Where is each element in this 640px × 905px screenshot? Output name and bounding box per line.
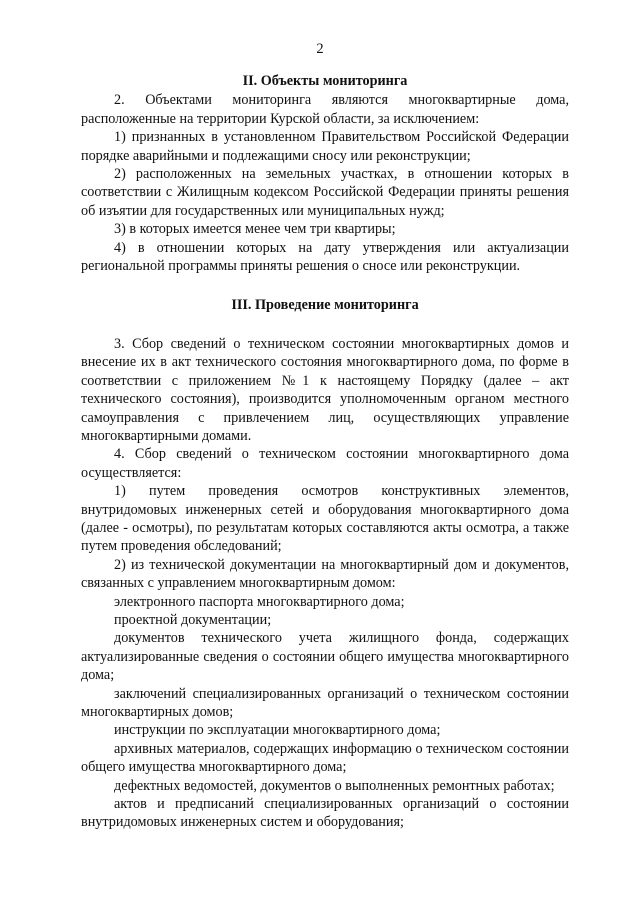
paragraph: 1) путем проведения осмотров конструктивных элементов, внутридомовых инженерных сетей и оборудования многоквартирного дома (далее - осмотры), по результатам которых составляются акты осмотра, а также путем проведения обследований; [81, 483, 569, 555]
paragraph: 2. Объектами мониторинга являются многоквартирные дома, расположенные на территории Курской области, за исключением: [81, 92, 569, 127]
paragraph: 3) в которых имеется менее чем три квартиры; [114, 221, 396, 238]
page-number: 2 [316, 41, 324, 57]
paragraph: 3. Сбор сведений о техническом состоянии многоквартирных домов и внесение их в акт технического состояния многоквартирного дома, по форме в соответствии с приложением №1 к настоящему Порядку (далее – акт технического состояния), производится уполномоченным органом местного самоуправления с привлечением лиц, осуществляющих управление многоквартирными домами. [81, 335, 569, 444]
section-heading-monitoring: III. Проведение мониторинга [231, 297, 419, 314]
paragraph: актов и предписаний специализированных организаций о состоянии внутридомовых инженерных систем и оборудования; [81, 796, 569, 831]
paragraph: 1) признанных в установленном Правительством Российской Федерации порядке аварийными и подлежащими сносу или реконструкции; [81, 129, 569, 164]
paragraph: заключений специализированных организаций о техническом состоянии многоквартирных домов; [81, 685, 569, 720]
paragraph: документов технического учета жилищного фонда, содержащих актуализированные сведения о состоянии общего имущества многоквартирного дома; [81, 630, 569, 684]
paragraph: 4. Сбор сведений о техническом состоянии многоквартирного дома осуществляется: [81, 446, 569, 481]
document-body [81, 72, 569, 832]
paragraph: 2) расположенных на земельных участках, в отношении которых в соответствии с Жилищным кодексом Российской Федерации приняты решения об изъятии для государственных или муниципальных нужд; [81, 166, 569, 219]
paragraph: архивных материалов, содержащих информацию о техническом состоянии общего имущества многоквартирного дома; [81, 740, 569, 776]
paragraph: 2) из технической документации на многоквартирный дом и документов, связанных с управлением многоквартирным домом: [81, 556, 569, 592]
paragraph: электронного паспорта многоквартирного дома; [114, 593, 405, 610]
paragraph: дефектных ведомостей, документов о выполненных ремонтных работах; [114, 777, 555, 794]
paragraph: 4) в отношении которых на дату утверждения или актуализации региональной программы приняты решения о сносе или реконструкции. [81, 239, 569, 275]
section-heading-objects: II. Объекты мониторинга [242, 73, 408, 89]
paragraph: проектной документации; [114, 611, 272, 628]
paragraph: инструкции по эксплуатации многоквартирного дома; [114, 722, 441, 739]
